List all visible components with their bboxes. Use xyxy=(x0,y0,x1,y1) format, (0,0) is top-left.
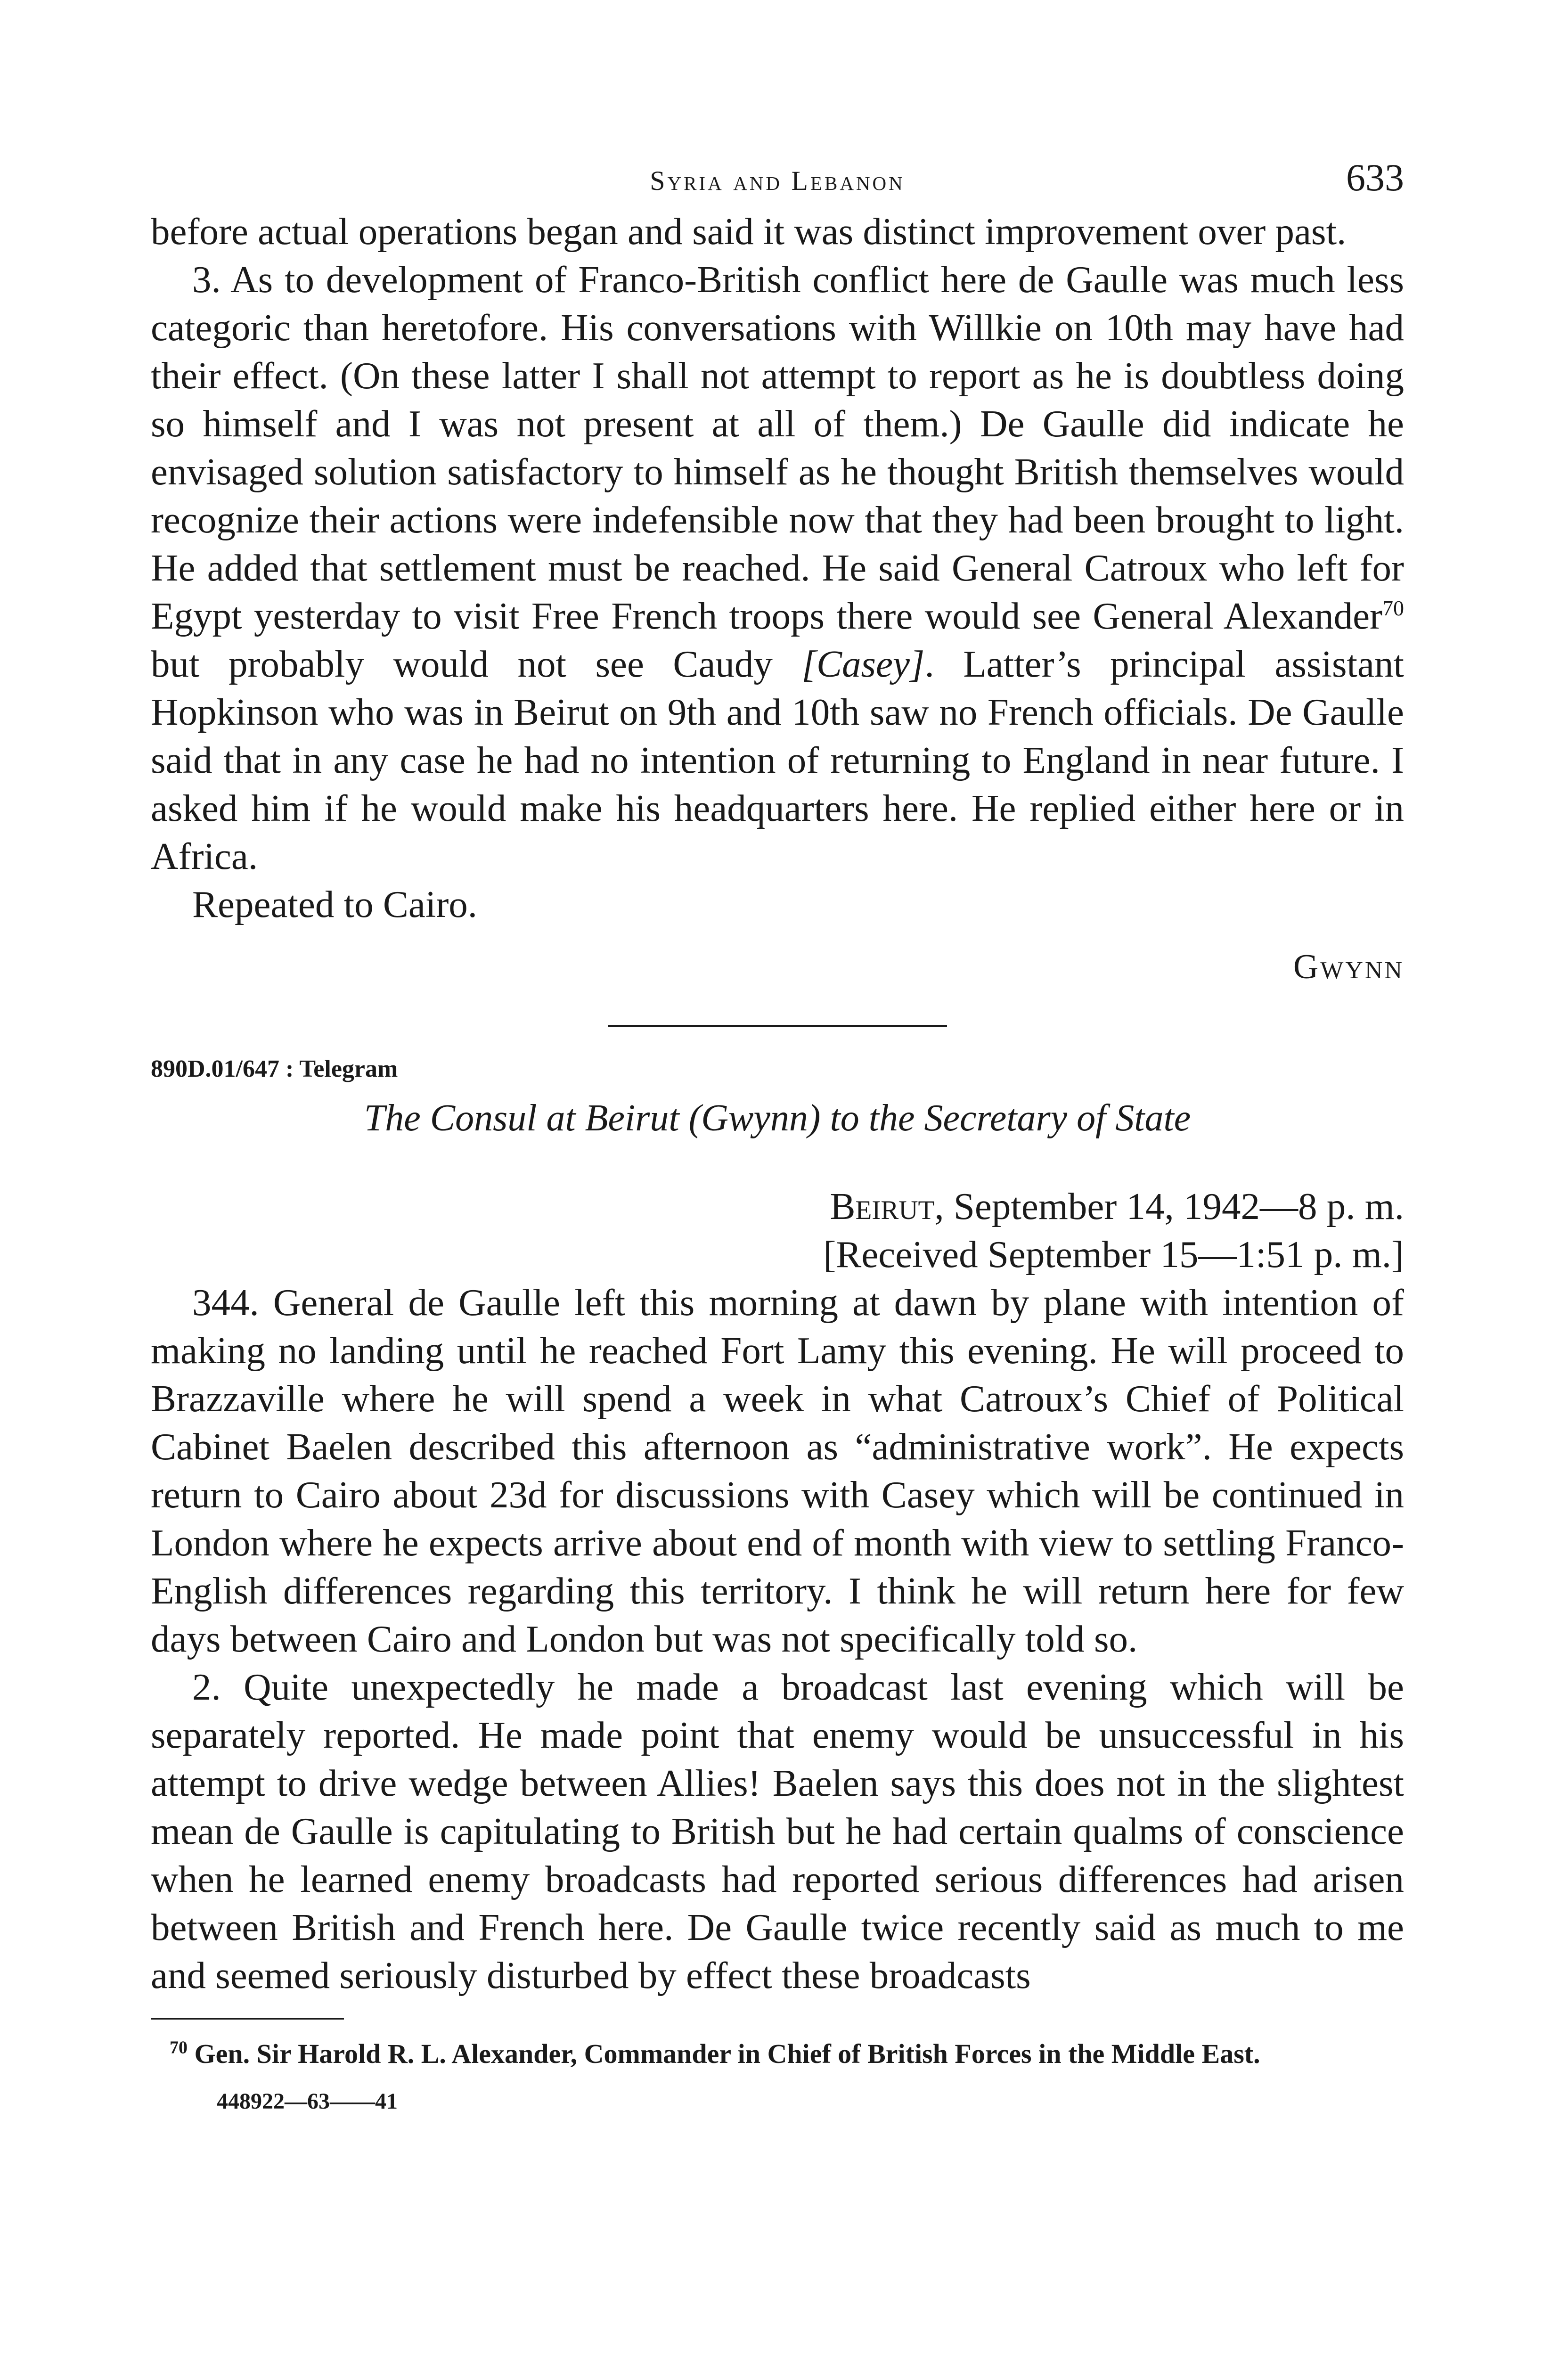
running-title: Syria and Lebanon xyxy=(650,165,905,196)
dateline xyxy=(151,1182,1404,1230)
footnote-ref-70: 70 xyxy=(1382,596,1404,620)
page-number: 633 xyxy=(1346,156,1404,199)
document-page xyxy=(151,155,1404,2114)
document-title: The Consul at Beirut (Gwynn) to the Secretary of State xyxy=(364,1097,1191,1139)
paragraph-3-text: 3. As to development of Franco-British conflict here de Gaulle was much less categoric than heretofore. His conversations with Willkie on 10th may have had their effect. (On these latter I shall not attempt to report as he is doubtless doing so himself and I was not present at all of them.) De Gaulle did indicate he envisaged solution satisfactory to himself as he thought British themselves would recognize their actions were indefensible now that they had been brought to light. He added that settlement must be reached. He said General Catroux who left for Egypt yesterday to visit Free French troops there would see General Alexander xyxy=(151,258,1404,637)
received-line: [Received September 15—1:51 p. m.] xyxy=(823,1233,1404,1276)
paragraph-2: 2. Quite unexpectedly he made a broadcast last evening which will be separately reported. He made point that enemy would be unsuccessful in his attempt to drive wedge between Allies! Baelen says this does not in the slightest mean de Gaulle is capitulating to British but he had certain qualms of conscience when he learned enemy broadcasts had reported serious differences had arisen between British and French here. De Gaulle twice recently said as much to me and seemed seriously disturbed by effect these broadcasts xyxy=(151,1666,1404,1996)
file-reference: 890D.01/647 : Telegram xyxy=(151,1055,398,1082)
print-code: 448922—63——41 xyxy=(217,2089,398,2114)
bracketed-correction: [Casey] xyxy=(801,643,925,685)
section-divider xyxy=(608,1025,947,1027)
footnote-70 xyxy=(151,2038,1404,2070)
paragraph-3-text-b: but probably would not see Caudy xyxy=(151,643,802,685)
signature: Gwynn xyxy=(1293,948,1404,986)
paragraph-3-text-c: . Latter’s principal assistant Hopkinson who was in Beirut on 9th and 10th saw no French officials. De Gaulle said that in any case he had no intention of returning to England in near future. I asked him if he would make his headquarters here. He replied either here or in Africa. xyxy=(151,643,1404,877)
continued-paragraph: before actual operations began and said it was distinct improvement over past. xyxy=(151,210,1347,253)
footnote-marker: 70 xyxy=(170,2037,188,2058)
repeated-note: Repeated to Cairo. xyxy=(192,883,478,925)
footnote-text: Gen. Sir Harold R. L. Alexander, Commander in Chief of British Forces in the Middle East. xyxy=(188,2038,1260,2069)
paragraph-3 xyxy=(151,255,1404,880)
paragraph-344: 344. General de Gaulle left this morning at dawn by plane with intention of making no landing until he reached Fort Lamy this evening. He will proceed to Brazzaville where he will spend a week in what Catroux’s Chief of Political Cabinet Baelen described this afternoon as “administrative work”. He expects return to Cairo about 23d for discussions with Casey which will be continued in London where he expects arrive about end of month with view to settling Franco-English differences regarding this territory. I think he will return here for few days between Cairo and London but was not specifically told so. xyxy=(151,1281,1404,1660)
footnote-divider xyxy=(151,2018,344,2020)
dateline-place: Beirut xyxy=(830,1185,935,1227)
running-head xyxy=(151,155,1404,207)
dateline-date: , September 14, 1942—8 p. m. xyxy=(934,1185,1404,1227)
